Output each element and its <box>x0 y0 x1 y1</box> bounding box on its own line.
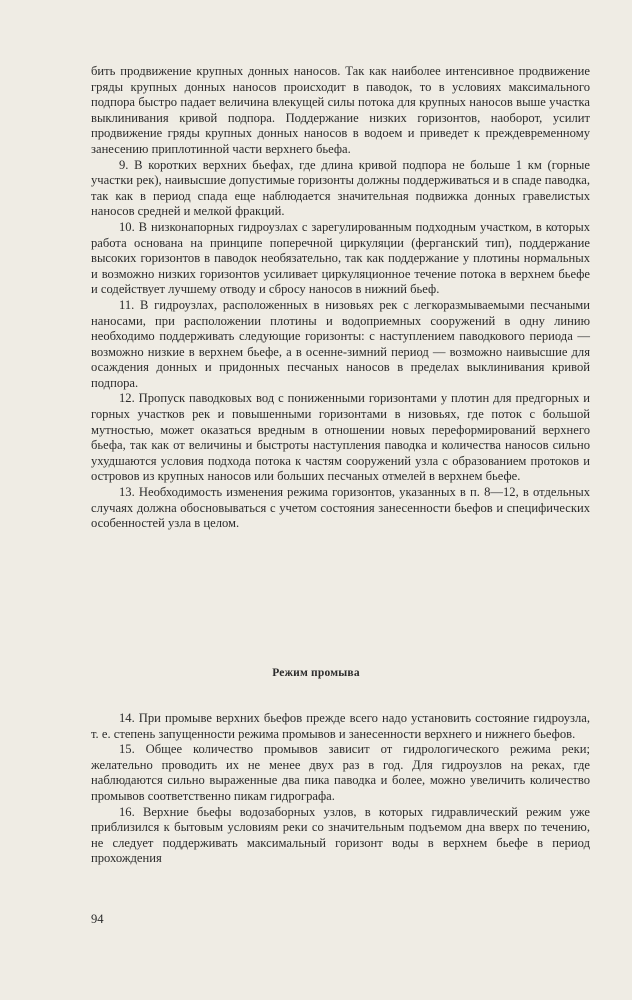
paragraph-9: 9. В коротких верхних бьефах, где длина кривой подпора не больше 1 км (горные участки рек), наивысшие допустимые горизонты должны поддерживаться и в спаде паводка, так как в период спада еще наблюдается значительная подвижка донных гравелистых наносов средней и мелкой фракций. <box>91 157 590 219</box>
text-block-top <box>91 64 590 532</box>
paragraph-13: 13. Необходимость изменения режима горизонтов, указанных в п. 8—12, в отдельных случаях должна обосновываться с учетом состояния занесенности бьефов и специфических особенностей узла в целом. <box>91 485 590 531</box>
section-heading: Режим промыва <box>272 667 360 679</box>
text-block-bottom <box>91 711 590 867</box>
paragraph-15: 15. Общее количество промывов зависит от гидрологического режима реки; желательно проводить их не менее двух раз в год. Для гидроузлов на реках, где наблюдаются сильно выраженные два пика паводка и более, можно увеличить количество промывов соответственно пикам гидрографа. <box>91 742 590 803</box>
paragraph-11: 11. В гидроузлах, расположенных в низовьях рек с легкоразмываемыми песчаными наносами, при расположении плотины и водоприемных сооружений в одну линию необходимо поддерживать следующие горизонты: с наступлением паводкового периода — возможно низкие в верхнем бьефе, а в осенне-зимний период — возможно наивысшие для осаждения донных и придонных песчаных наносов в пределах выклинивания кривой подпора. <box>91 297 590 390</box>
paragraph-14: 14. При промыве верхних бьефов прежде всего надо установить состояние гидроузла, т. е. степень запущенности режима промывов и занесенности верхнего и нижнего бьефов. <box>91 711 590 741</box>
paragraph-10: 10. В низконапорных гидроузлах с зарегулированным подходным участком, в которых работа основана на принципе поперечной циркуляции (ферганский тип), поддержание высоких горизонтов в паводок необязательно, так как поддержание у плотины нормальных и возможно низких горизонтов усиливает циркуляционное течение потока в верхнем бьефе и содействует лучшему отводу и сбросу наносов в нижний бьеф. <box>91 219 590 297</box>
paragraph-12: 12. Пропуск паводковых вод с пониженными горизонтами у плотин для предгорных и горных участков рек и повышенными горизонтами в низовьях, где поток с большой мутностью, может оказаться вредным в отношении новых переформирований верхнего бьефа, так как от величины и быстроты наступления паводка и количества наносов сильно ухудшаются условия подхода потока к частям сооружений узла с образованием протоков и островов из крупных наносов или больших песчаных отмелей в верхнем бьефе. <box>91 391 590 484</box>
paragraph-continuation: бить продвижение крупных донных наносов. Так как наиболее интенсивное продвижение гряды крупных донных наносов происходит в паводок, то в условиях максимального подпора быстро падает величина влекущей силы потока для крупных наносов выше участка выклинивания кривой подпора. Поддержание низких горизонтов, наоборот, усилит продвижение гряды крупных донных наносов в водоем и приведет к преждевременному занесению приплотинной части верхнего бьефа. <box>91 64 590 156</box>
paragraph-16: 16. Верхние бьефы водозаборных узлов, в которых гидравлический режим уже приблизился к бытовым условиям реки со значительным подъемом дна вверх по течению, не следует поддерживать максимальный горизонт воды в верхнем бьефе в период прохождения <box>91 804 590 866</box>
page-number: 94 <box>91 912 104 926</box>
